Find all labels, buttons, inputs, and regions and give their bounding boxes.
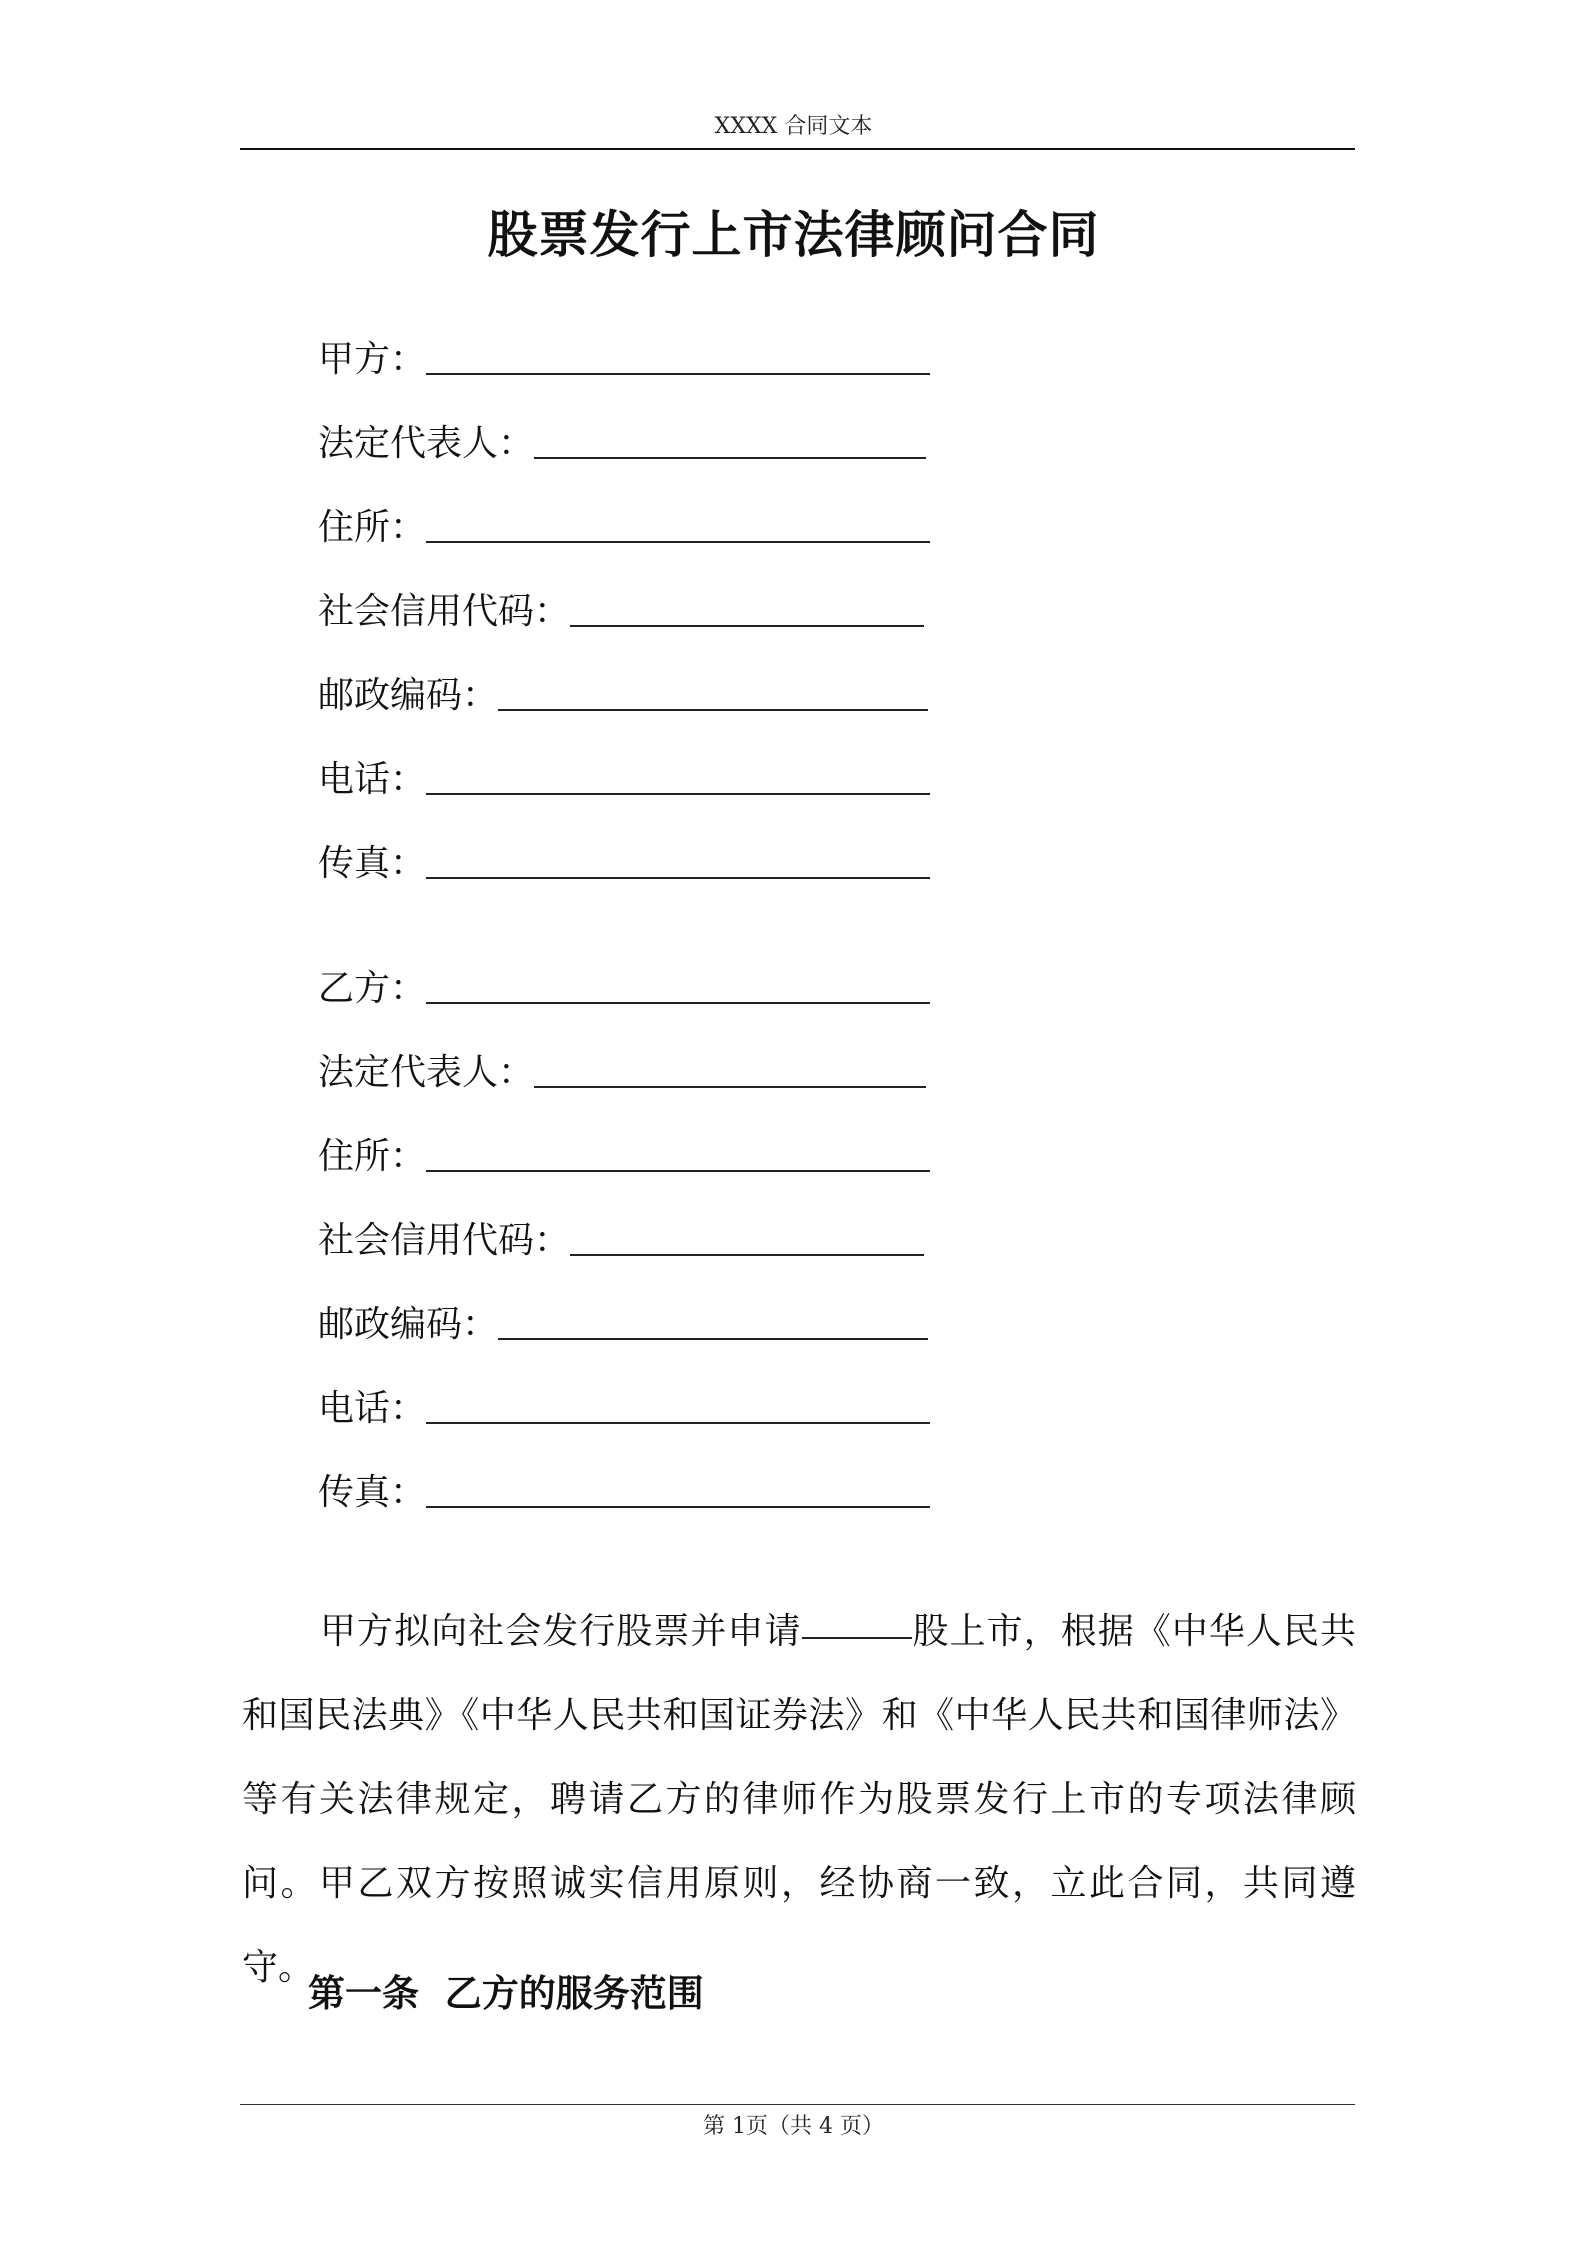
party-a-rep-blank: [534, 457, 926, 459]
party-a-address-field: [318, 503, 930, 553]
section-1-heading: 第一条 乙方的服务范围: [308, 1971, 704, 2015]
party-b-name-label: 乙方：: [318, 968, 427, 1009]
party-b-postal-label: 邮政编码：: [318, 1304, 499, 1345]
party-b-fax-label: 传真：: [318, 1472, 427, 1513]
party-b-name-field: [318, 964, 930, 1014]
party-a-phone-label: 电话：: [318, 759, 427, 800]
footer-divider: [240, 2104, 1355, 2105]
party-a-postal-blank: [498, 709, 928, 711]
party-a-fax-field: [318, 839, 930, 889]
party-a-credit-code-blank: [570, 625, 924, 627]
party-a-fax-label: 传真：: [318, 843, 427, 884]
party-a-credit-code-field: [318, 587, 924, 637]
party-a-address-label: 住所：: [318, 507, 427, 548]
party-a-address-blank: [426, 541, 930, 543]
party-b-fax-field: [318, 1468, 930, 1518]
party-a-phone-field: [318, 755, 930, 805]
party-a-name-field: [318, 335, 930, 385]
party-a-credit-code-label: 社会信用代码：: [318, 591, 571, 632]
party-b-rep-field: [318, 1048, 926, 1098]
running-header: XXXX 合同文本: [714, 114, 873, 139]
page-number: 第 1页（共 4 页）: [703, 2114, 884, 2139]
party-a-rep-field: [318, 419, 926, 469]
intro-text-part2: 股上市，根据《中华人民共和国民法典》《中华人民共和国证券法》和《中华人民共和国律师法》等有关法律规定，聘请乙方的律师作为股票发行上市的专项法律顾问。甲乙双方按照诚实信用原则，经协商一致，立此合同，共同遵守。: [242, 1611, 1356, 1988]
party-b-fax-blank: [426, 1506, 930, 1508]
party-b-credit-code-blank: [570, 1254, 924, 1256]
party-b-phone-label: 电话：: [318, 1388, 427, 1429]
party-b-rep-blank: [534, 1086, 926, 1088]
party-a-fax-blank: [426, 877, 930, 879]
intro-text-part1: 甲方拟向社会发行股票并申请: [320, 1611, 802, 1652]
header-divider: [240, 148, 1355, 150]
party-b-name-blank: [426, 1002, 930, 1004]
party-b-address-blank: [426, 1170, 930, 1172]
document-title: 股票发行上市法律顾问合同: [487, 205, 1100, 264]
party-b-credit-code-field: [318, 1216, 924, 1266]
party-a-phone-blank: [426, 793, 930, 795]
party-b-address-label: 住所：: [318, 1136, 427, 1177]
share-count-blank: [802, 1637, 912, 1639]
party-b-postal-blank: [498, 1338, 928, 1340]
party-b-postal-field: [318, 1300, 928, 1350]
intro-paragraph: [242, 1590, 1356, 2010]
party-b-rep-label: 法定代表人：: [318, 1052, 535, 1093]
party-b-phone-blank: [426, 1422, 930, 1424]
party-b-phone-field: [318, 1384, 930, 1434]
party-a-postal-label: 邮政编码：: [318, 675, 499, 716]
party-a-postal-field: [318, 671, 928, 721]
party-b-credit-code-label: 社会信用代码：: [318, 1220, 571, 1261]
party-b-address-field: [318, 1132, 930, 1182]
party-a-rep-label: 法定代表人：: [318, 423, 535, 464]
party-a-name-blank: [426, 373, 930, 375]
party-a-name-label: 甲方：: [318, 339, 427, 380]
